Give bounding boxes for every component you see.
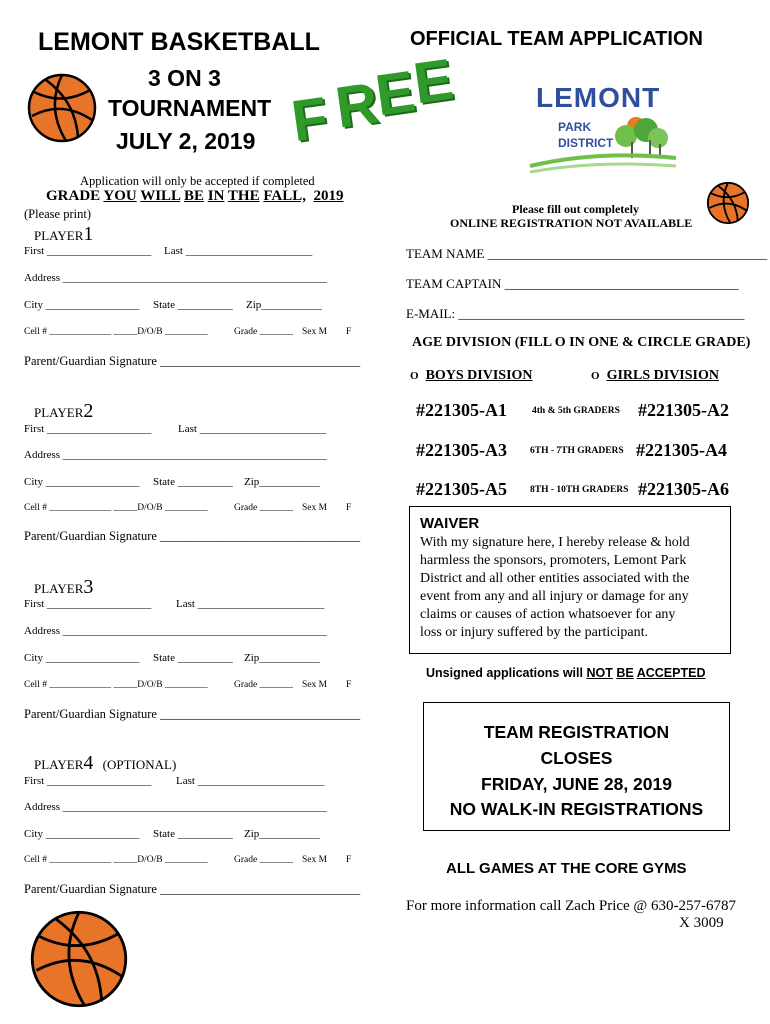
- team-captain-field[interactable]: TEAM CAPTAIN ____________________________________: [406, 276, 739, 291]
- zip-field[interactable]: Zip___________: [244, 652, 320, 664]
- city-field[interactable]: City _________________: [24, 299, 140, 311]
- closes-line: FRIDAY, JUNE 28, 2019: [481, 774, 672, 794]
- waiver-line: District and all other entities associated with the: [420, 571, 690, 586]
- basketball-icon: [706, 181, 750, 225]
- waiver-box: [409, 506, 731, 654]
- first-name-field[interactable]: First ___________________: [24, 598, 152, 610]
- division-code[interactable]: #221305-A1: [416, 400, 507, 420]
- print-note: (Please print): [24, 207, 91, 221]
- address-field[interactable]: Address ________________________________________________: [24, 449, 327, 461]
- waiver-title: WAIVER: [420, 515, 480, 532]
- zip-field[interactable]: Zip___________: [244, 828, 320, 840]
- division-code[interactable]: #221305-A4: [636, 440, 727, 460]
- email-field[interactable]: E-MAIL: ____________________________________________: [406, 306, 745, 321]
- sex-m-option[interactable]: Sex M: [302, 680, 328, 690]
- city-field[interactable]: City _________________: [24, 828, 140, 840]
- parent-signature-field[interactable]: Parent/Guardian Signature ________________________________: [24, 529, 361, 543]
- logo-text-lemont: LEMONT: [536, 82, 661, 113]
- basketball-icon: [28, 908, 130, 1010]
- free-letter: E: [409, 46, 458, 117]
- state-field[interactable]: State __________: [153, 828, 233, 840]
- state-field[interactable]: State __________: [153, 476, 233, 488]
- player-heading: PLAYER4 (OPTIONAL): [34, 752, 177, 774]
- logo-text-district: DISTRICT: [558, 136, 614, 150]
- accepted-note: Application will only be accepted if completed: [80, 174, 315, 188]
- grade-range[interactable]: 6TH - 7TH GRADERS: [530, 446, 624, 456]
- waiver-line: With my signature here, I hereby release & hold: [420, 535, 690, 550]
- sex-m-option[interactable]: Sex M: [302, 503, 328, 513]
- grade-field[interactable]: Grade _______: [234, 327, 293, 337]
- closes-line: CLOSES: [540, 748, 613, 768]
- last-name-field[interactable]: Last _______________________: [178, 423, 327, 435]
- unsigned-warning: Unsigned applications will NOT BE ACCEPTED: [426, 666, 706, 680]
- sex-f-option[interactable]: F: [346, 503, 352, 513]
- contact-extension: X 3009: [679, 915, 724, 931]
- event-type: TOURNAMENT: [108, 95, 272, 121]
- waiver-line: harmless the sponsors, promoters, Lemont Park: [420, 553, 687, 568]
- first-name-field[interactable]: First ___________________: [24, 775, 152, 787]
- girls-division-option[interactable]: O GIRLS DIVISION: [591, 368, 719, 383]
- player-heading: PLAYER3: [34, 576, 94, 598]
- closes-line: NO WALK-IN REGISTRATIONS: [449, 799, 704, 819]
- last-name-field[interactable]: Last _______________________: [176, 598, 325, 610]
- contact-info: For more information call Zach Price @ 630-257-6787: [406, 898, 736, 914]
- boys-division-option[interactable]: O BOYS DIVISION: [410, 368, 533, 383]
- event-date: JULY 2, 2019: [116, 128, 256, 154]
- event-format: 3 ON 3: [148, 65, 221, 91]
- grade-range[interactable]: 4th & 5th GRADERS: [532, 406, 620, 416]
- event-title: LEMONT BASKETBALL: [38, 28, 320, 56]
- state-field[interactable]: State __________: [153, 652, 233, 664]
- grade-field[interactable]: Grade _______: [234, 503, 293, 513]
- address-field[interactable]: Address ________________________________________________: [24, 625, 327, 637]
- zip-field[interactable]: Zip___________: [244, 476, 320, 488]
- parent-signature-field[interactable]: Parent/Guardian Signature ________________________________: [24, 707, 361, 721]
- grade-field[interactable]: Grade _______: [234, 855, 293, 865]
- city-field[interactable]: City _________________: [24, 652, 140, 664]
- free-letter: F: [287, 84, 332, 155]
- cell-dob-field[interactable]: Cell # _____________ _____D/O/B _________: [24, 680, 208, 690]
- park-district-logo: [528, 80, 678, 176]
- sex-m-option[interactable]: Sex M: [302, 855, 328, 865]
- last-name-field[interactable]: Last _______________________: [176, 775, 325, 787]
- waiver-line: claims or causes of action whatsoever for any: [420, 607, 676, 622]
- closes-line: TEAM REGISTRATION: [483, 722, 670, 742]
- first-name-field[interactable]: First ___________________: [24, 423, 152, 435]
- city-field[interactable]: City _________________: [24, 476, 140, 488]
- free-letter: E: [371, 58, 420, 129]
- logo-text-park: PARK: [558, 120, 592, 134]
- address-field[interactable]: Address ________________________________________________: [24, 801, 327, 813]
- age-division-heading: AGE DIVISION (FILL O IN ONE & CIRCLE GRADE): [412, 335, 751, 350]
- parent-signature-field[interactable]: Parent/Guardian Signature ________________________________: [24, 354, 361, 368]
- cell-dob-field[interactable]: Cell # _____________ _____D/O/B _________: [24, 855, 208, 865]
- fill-out-note: Please fill out completely: [512, 202, 639, 216]
- last-name-field[interactable]: Last _______________________: [164, 245, 313, 257]
- free-letter: R: [331, 70, 383, 141]
- first-name-field[interactable]: First ___________________: [24, 245, 152, 257]
- grade-field[interactable]: Grade _______: [234, 680, 293, 690]
- games-location: ALL GAMES AT THE CORE GYMS: [446, 860, 687, 877]
- basketball-icon: [26, 72, 98, 144]
- official-application-title: OFFICIAL TEAM APPLICATION: [410, 28, 703, 50]
- division-code[interactable]: #221305-A3: [416, 440, 507, 460]
- sex-f-option[interactable]: F: [346, 855, 352, 865]
- player-heading: PLAYER1: [34, 223, 94, 245]
- waiver-line: event from any and all injury or damage for any: [420, 589, 689, 604]
- parent-signature-field[interactable]: Parent/Guardian Signature ________________________________: [24, 882, 361, 896]
- division-code[interactable]: #221305-A2: [638, 400, 729, 420]
- grade-heading: GRADE YOU WILL BE IN THE FALL, 2019: [46, 188, 344, 204]
- state-field[interactable]: State __________: [153, 299, 233, 311]
- sex-f-option[interactable]: F: [346, 327, 352, 337]
- grade-range[interactable]: 8TH - 10TH GRADERS: [530, 485, 629, 495]
- address-field[interactable]: Address ________________________________________________: [24, 272, 327, 284]
- player-heading: PLAYER2: [34, 400, 94, 422]
- division-code[interactable]: #221305-A6: [638, 479, 729, 499]
- cell-dob-field[interactable]: Cell # _____________ _____D/O/B _________: [24, 327, 208, 337]
- online-note: ONLINE REGISTRATION NOT AVAILABLE: [450, 216, 693, 230]
- division-code[interactable]: #221305-A5: [416, 479, 507, 499]
- sex-m-option[interactable]: Sex M: [302, 327, 328, 337]
- registration-closes-box: [423, 702, 730, 831]
- waiver-line: loss or injury suffered by the participant.: [420, 625, 648, 640]
- zip-field[interactable]: Zip___________: [246, 299, 322, 311]
- sex-f-option[interactable]: F: [346, 680, 352, 690]
- team-name-field[interactable]: TEAM NAME ___________________________________________: [406, 246, 768, 261]
- cell-dob-field[interactable]: Cell # _____________ _____D/O/B _________: [24, 503, 208, 513]
